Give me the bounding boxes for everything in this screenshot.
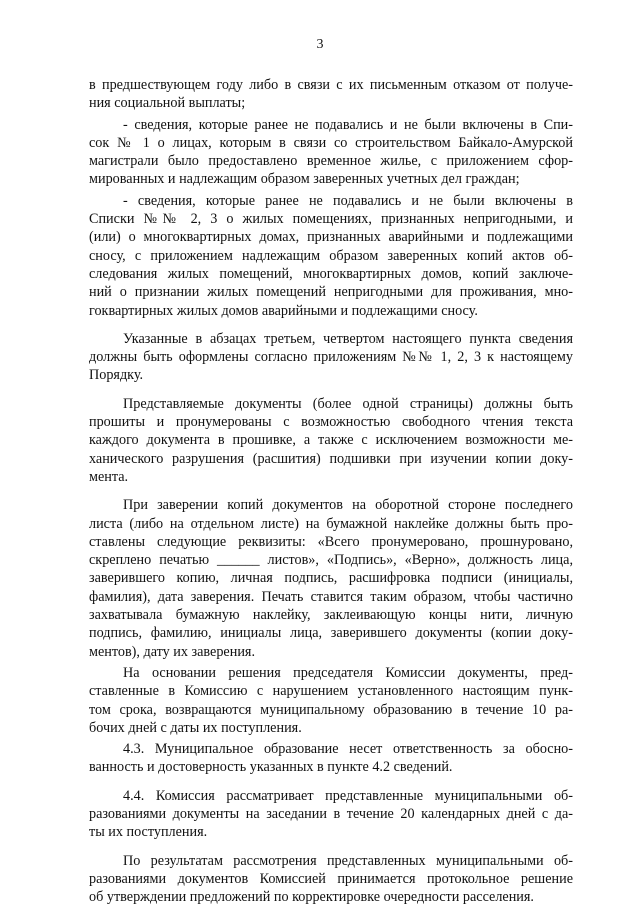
text-line: заверившего копию, личная подпись, расшифровка подписи (инициалы, (89, 570, 573, 587)
text-line: ставленные в Комиссию с нарушением установленного настоящим пунк- (89, 683, 573, 700)
text-line: 4.3. Муниципальное образование несет ответственность за обосно- (123, 741, 573, 758)
text-line: сок № 1 о лицах, которым в связи со строительством Байкало-Амурской (89, 134, 573, 151)
text-line: разованиями документов Комиссией принимается протокольное решение (89, 870, 573, 887)
paragraph-forms-reference (89, 330, 573, 385)
text-line: ставлены следующие реквизиты: «Всего пронумеровано, прошнуровано, (89, 533, 573, 550)
paragraph-commission-decision (89, 852, 573, 906)
paragraph-binding-requirements (89, 395, 573, 486)
text-line: бочих дней с даты их поступления. (89, 719, 302, 736)
text-line: следования жилых помещений, многоквартирных домов, копий заключе- (89, 265, 573, 282)
text-line: разованиями документы на заседании в течение 20 календарных дней с да- (89, 805, 573, 822)
text-line: 4.4. Комиссия рассматривает представленные муниципальными об- (123, 787, 573, 804)
text-line: - сведения, которые ранее не подавались и не были включены в Спи- (123, 116, 573, 133)
text-line: ванность и достоверность указанных в пункте 4.2 сведений. (89, 759, 453, 776)
text-line: об утверждении предложений по корректировке очередности расселения. (89, 889, 534, 906)
text-line: захватывала бумажную наклейку, заклеивающую концы нити, личную (89, 607, 573, 624)
text-line: мента. (89, 468, 129, 485)
paragraph-lists-2-3-info (89, 192, 573, 320)
text-line: магистрали было предоставлено временное жилье, с приложением сфор- (89, 153, 573, 170)
text-line: каждого документа в прошивке, а также с исключением возможности ме- (89, 432, 573, 449)
text-line: гоквартирных жилых домов аварийными и подлежащими сносу. (89, 302, 478, 319)
text-line: - сведения, которые ранее не подавались и не были включены в (123, 192, 573, 209)
text-line: ты их поступления. (89, 824, 208, 841)
text-line: (или) о многоквартирных домах, признанных аварийными и подлежащими (89, 229, 573, 246)
text-line: должны быть оформлены согласно приложениям №№ 1, 2, 3 к настоящему (89, 349, 573, 366)
text-line: в предшествующем году либо в связи с их письменным отказом от получе- (89, 77, 573, 93)
paragraph-certification-requisites (89, 496, 573, 661)
text-line: прошиты и пронумерованы с возможностью свободного чтения текста (89, 414, 573, 431)
text-line: том срока, возвращаются муниципальному образованию в течение 10 ра- (89, 701, 573, 718)
text-line: подпись, фамилию, инициалы лица, заверившего документы (копии доку- (89, 625, 573, 642)
page-number: 3 (316, 37, 324, 52)
text-line: Списки №№ 2, 3 о жилых помещениях, признанных непригодными, и (89, 211, 573, 228)
text-line: По результатам рассмотрения представленных муниципальными об- (123, 852, 573, 869)
text-line: ния социальной выплаты; (89, 95, 246, 112)
document-body (89, 76, 573, 906)
text-line: ний о признании жилых помещений непригодными для проживания, мно- (89, 284, 573, 301)
text-line: Порядку. (89, 367, 144, 384)
text-line: При заверении копий документов на оборотной стороне последнего (123, 497, 573, 514)
text-line: листа (либо на отдельном листе) на бумажной наклейке должны быть про- (89, 515, 573, 532)
paragraph-return-of-documents (89, 664, 573, 737)
text-line: ханического разрушения (расшития) подшивки при изучении копии доку- (89, 450, 573, 467)
text-line: сносу, с приложением надлежащим образом заверенных копий актов об- (89, 247, 573, 264)
text-line: Представляемые документы (более одной страницы) должны быть (123, 395, 573, 412)
paragraph-continuation (89, 76, 573, 113)
paragraph-clause-4-3 (89, 740, 573, 777)
text-line: скреплено печатью ______ листов», «Подпись», «Верно», должность лица, (89, 552, 573, 569)
text-line: ментов), дату их заверения. (89, 643, 255, 660)
paragraph-clause-4-4 (89, 787, 573, 842)
paragraph-list-1-info (89, 116, 573, 189)
text-line: На основании решения председателя Комиссии документы, пред- (123, 664, 573, 681)
text-line: мированных и надлежащим образом заверенных учетных дел граждан; (89, 171, 520, 188)
text-line: фамилия), дата заверения. Печать ставится таким образом, чтобы частично (89, 588, 573, 605)
text-line: Указанные в абзацах третьем, четвертом настоящего пункта сведения (123, 330, 573, 347)
